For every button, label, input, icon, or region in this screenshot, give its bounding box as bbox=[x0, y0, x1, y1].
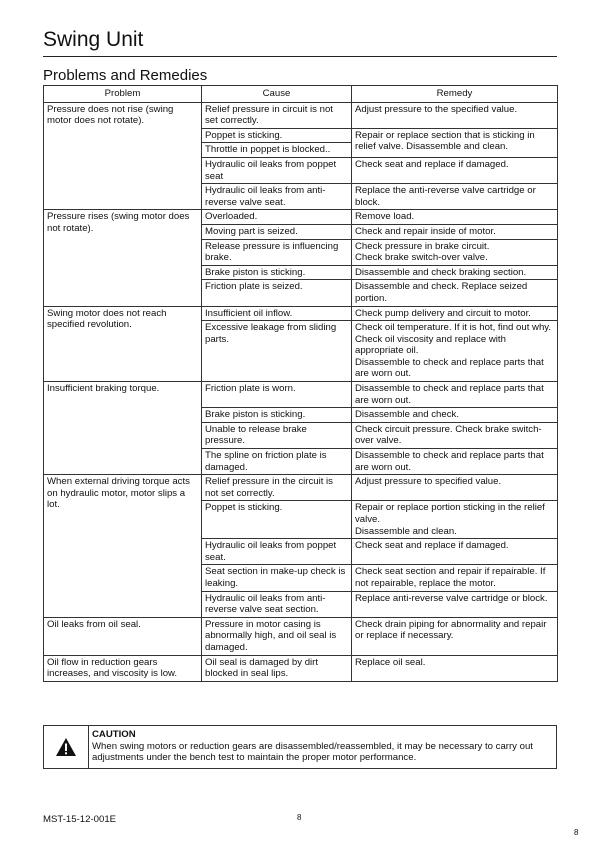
cause-cell: Friction plate is seized. bbox=[202, 280, 352, 306]
remedy-cell: Check seat and replace if damaged. bbox=[352, 157, 558, 183]
title-divider bbox=[43, 56, 557, 57]
remedy-cell: Check oil temperature. If it is hot, find out why. Check oil viscosity and replace with appropriate oil. Disassemble to check and replace parts that are worn out. bbox=[352, 321, 558, 382]
cause-cell: Oil seal is damaged by dirt blocked in seal lips. bbox=[202, 655, 352, 681]
remedy-cell: Adjust pressure to specified value. bbox=[352, 475, 558, 501]
problem-cell: Swing motor does not reach specified revolution. bbox=[44, 306, 202, 382]
remedy-cell: Remove load. bbox=[352, 210, 558, 225]
cause-cell: Relief pressure in the circuit is not set correctly. bbox=[202, 475, 352, 501]
cause-cell: Release pressure is influencing brake. bbox=[202, 239, 352, 265]
table-header-row bbox=[44, 86, 558, 103]
table-row bbox=[44, 617, 558, 655]
problem-cell: Pressure rises (swing motor does not rotate). bbox=[44, 210, 202, 306]
corner-page-number: 8 bbox=[574, 828, 579, 837]
table-row bbox=[44, 475, 558, 501]
remedy-cell: Check circuit pressure. Check brake switch-over valve. bbox=[352, 422, 558, 448]
cause-cell: Brake piston is sticking. bbox=[202, 265, 352, 280]
remedy-cell: Check seat and replace if damaged. bbox=[352, 539, 558, 565]
cause-cell: Insufficient oil inflow. bbox=[202, 306, 352, 321]
remedy-cell: Replace anti-reverse valve cartridge or block. bbox=[352, 591, 558, 617]
warning-triangle-icon bbox=[55, 737, 77, 757]
table-row bbox=[44, 382, 558, 408]
caution-heading: CAUTION bbox=[92, 729, 136, 740]
remedy-cell: Check pressure in brake circuit. Check brake switch-over valve. bbox=[352, 239, 558, 265]
table-row bbox=[44, 210, 558, 225]
cause-cell: Hydraulic oil leaks from anti-reverse valve seat section. bbox=[202, 591, 352, 617]
problem-cell: When external driving torque acts on hydraulic motor, motor slips a lot. bbox=[44, 475, 202, 618]
cause-cell: Hydraulic oil leaks from poppet seat. bbox=[202, 539, 352, 565]
remedy-cell: Replace oil seal. bbox=[352, 655, 558, 681]
remedy-cell: Check drain piping for abnormality and repair or replace if necessary. bbox=[352, 617, 558, 655]
section-title: Problems and Remedies bbox=[43, 67, 208, 84]
remedy-cell: Repair or replace section that is sticking in relief valve. Disassemble and clean. bbox=[352, 128, 558, 157]
problem-cell: Oil flow in reduction gears increases, and viscosity is low. bbox=[44, 655, 202, 681]
remedy-cell: Check pump delivery and circuit to motor. bbox=[352, 306, 558, 321]
remedy-cell: Replace the anti-reverse valve cartridge or block. bbox=[352, 184, 558, 210]
remedy-cell: Disassemble to check and replace parts that are worn out. bbox=[352, 449, 558, 475]
cause-cell: Unable to release brake pressure. bbox=[202, 422, 352, 448]
cause-cell: Brake piston is sticking. bbox=[202, 408, 352, 423]
header-remedy: Remedy bbox=[352, 86, 558, 103]
document-code: MST-15-12-001E bbox=[43, 814, 117, 825]
caution-box bbox=[43, 725, 557, 769]
cause-cell: Hydraulic oil leaks from poppet seat bbox=[202, 157, 352, 183]
cause-cell: The spline on friction plate is damaged. bbox=[202, 449, 352, 475]
remedy-cell: Disassemble and check. bbox=[352, 408, 558, 423]
remedy-cell: Adjust pressure to the specified value. bbox=[352, 102, 558, 128]
cause-cell: Poppet is sticking. bbox=[202, 128, 352, 143]
remedy-cell: Disassemble to check and replace parts that are worn out. bbox=[352, 382, 558, 408]
cause-cell: Moving part is seized. bbox=[202, 224, 352, 239]
remedy-cell: Repair or replace portion sticking in the relief valve. Disassemble and clean. bbox=[352, 501, 558, 539]
cause-cell: Excessive leakage from sliding parts. bbox=[202, 321, 352, 382]
remedy-cell: Disassemble and check. Replace seized portion. bbox=[352, 280, 558, 306]
cause-cell: Poppet is sticking. bbox=[202, 501, 352, 539]
cause-cell: Relief pressure in circuit is not set correctly. bbox=[202, 102, 352, 128]
table-row bbox=[44, 102, 558, 128]
remedy-cell: Check and repair inside of motor. bbox=[352, 224, 558, 239]
cause-cell: Hydraulic oil leaks from anti-reverse valve seat. bbox=[202, 184, 352, 210]
problem-cell: Pressure does not rise (swing motor does not rotate). bbox=[44, 102, 202, 210]
cause-cell: Pressure in motor casing is abnormally high, and oil seal is damaged. bbox=[202, 617, 352, 655]
header-problem: Problem bbox=[44, 86, 202, 103]
table-row bbox=[44, 655, 558, 681]
caution-text: When swing motors or reduction gears are disassembled/reassembled, it may be necessary to carry out adjustments under the bench test to maintain the proper motor performance. bbox=[92, 740, 533, 764]
cause-cell: Seat section in make-up check is leaking. bbox=[202, 565, 352, 591]
remedy-cell: Check seat section and repair if repairable. If not repairable, replace the motor. bbox=[352, 565, 558, 591]
cause-cell: Throttle in poppet is blocked.. bbox=[202, 143, 352, 158]
header-cause: Cause bbox=[202, 86, 352, 103]
page-title: Swing Unit bbox=[43, 28, 144, 51]
remedy-cell: Disassemble and check braking section. bbox=[352, 265, 558, 280]
cause-cell: Friction plate is worn. bbox=[202, 382, 352, 408]
problem-cell: Oil leaks from oil seal. bbox=[44, 617, 202, 655]
problem-cell: Insufficient braking torque. bbox=[44, 382, 202, 475]
table-row bbox=[44, 306, 558, 321]
cause-cell: Overloaded. bbox=[202, 210, 352, 225]
page-number: 8 bbox=[297, 813, 302, 822]
problems-remedies-table bbox=[43, 85, 558, 682]
